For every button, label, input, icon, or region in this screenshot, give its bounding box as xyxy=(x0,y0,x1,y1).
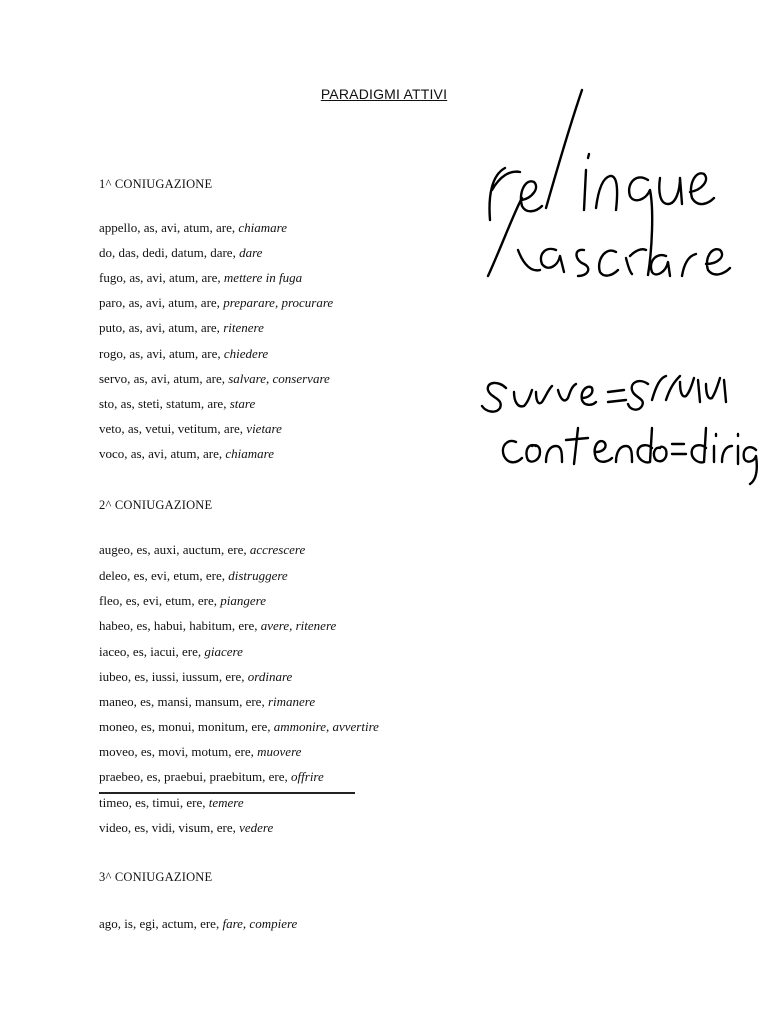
list-item: iaceo, es, iacui, ere, giacere xyxy=(99,644,243,659)
list-item: moneo, es, monui, monitum, ere, ammonire, avvertire xyxy=(99,719,379,734)
list-item: servo, as, avi, atum, are, salvare, conservare xyxy=(99,371,330,386)
handwriting-relinquo xyxy=(490,90,714,275)
section-heading-3: 3^ CONIUGAZIONE xyxy=(99,870,213,884)
list-item: voco, as, avi, atum, are, chiamare xyxy=(99,446,274,461)
list-item: timeo, es, timui, ere, temere xyxy=(99,795,244,810)
list-item: sto, as, steti, statum, are, stare xyxy=(99,396,256,411)
list-item: praebeo, es, praebui, praebitum, ere, offrire xyxy=(99,769,324,784)
list-item: veto, as, vetui, vetitum, are, vietare xyxy=(99,421,282,436)
list-item: maneo, es, mansi, mansum, ere, rimanere xyxy=(99,694,316,709)
section-heading-1: 1^ CONIUGAZIONE xyxy=(99,177,213,191)
handwritten-notes xyxy=(470,80,760,500)
list-item: fleo, es, evi, etum, ere, piangere xyxy=(99,593,267,608)
list-item: video, es, vidi, visum, ere, vedere xyxy=(99,820,274,835)
list-item: rogo, as, avi, atum, are, chiedere xyxy=(99,346,269,361)
list-item: paro, as, avi, atum, are, preparare, procurare xyxy=(99,295,334,310)
list-item: augeo, es, auxi, auctum, ere, accrescere xyxy=(99,542,306,557)
section-heading-2: 2^ CONIUGAZIONE xyxy=(99,498,213,512)
list-item: habeo, es, habui, habitum, ere, avere, ritenere xyxy=(99,618,337,633)
page-title: PARADIGMI ATTIVI xyxy=(320,86,448,102)
list-item: fugo, as, avi, atum, are, mettere in fuga xyxy=(99,270,303,285)
list-item: puto, as, avi, atum, are, ritenere xyxy=(99,320,264,335)
list-item: moveo, es, movi, motum, ere, muovere xyxy=(99,744,302,759)
handwriting-servire xyxy=(482,376,726,412)
handwritten-underline xyxy=(99,792,355,794)
list-item: appello, as, avi, atum, are, chiamare xyxy=(99,220,287,235)
handwriting-contendo xyxy=(503,428,757,484)
list-item: ago, is, egi, actum, ere, fare, compiere xyxy=(99,916,298,931)
list-item: iubeo, es, iussi, iussum, ere, ordinare xyxy=(99,669,293,684)
list-item: do, das, dedi, datum, dare, dare xyxy=(99,245,263,260)
list-item: deleo, es, evi, etum, ere, distruggere xyxy=(99,568,288,583)
